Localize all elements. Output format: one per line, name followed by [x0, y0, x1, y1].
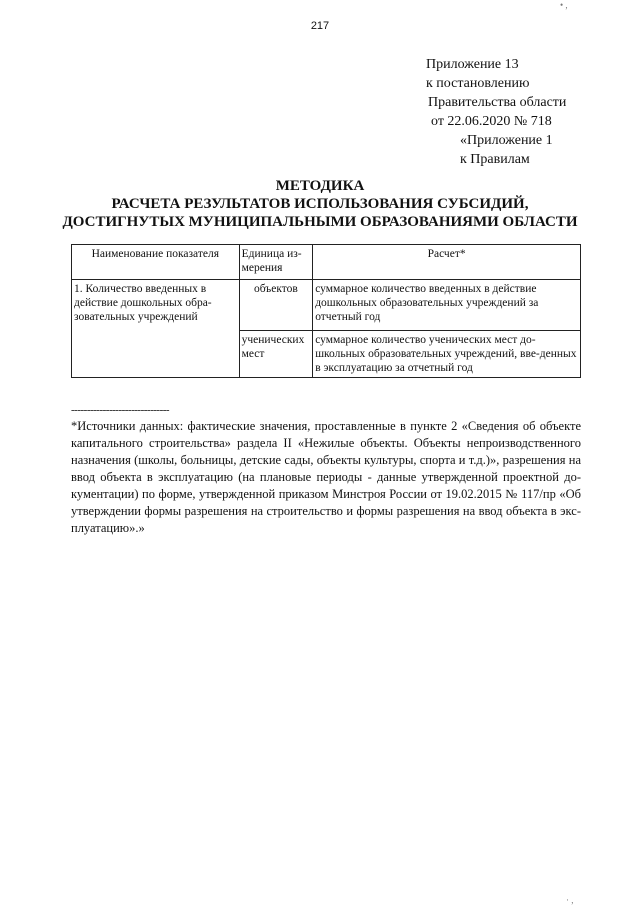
scan-corner-mark-top: • , — [560, 0, 568, 10]
document-title — [0, 177, 640, 231]
scan-corner-mark-bottom: · , — [566, 895, 574, 905]
appendix-line-3: Правительства области — [428, 95, 567, 110]
title-line-2: РАСЧЕТА РЕЗУЛЬТАТОВ ИСПОЛЬЗОВАНИЯ СУБСИДИЙ, — [111, 196, 529, 212]
appendix-line-5: «Приложение 1 — [460, 133, 553, 148]
footnote-separator: ------------------------------- — [71, 404, 170, 416]
appendix-line-2: к постановлению — [426, 76, 530, 91]
title-line-1: МЕТОДИКА — [275, 178, 365, 194]
title-line-3: ДОСТИГНУТЫХ МУНИЦИПАЛЬНЫМИ ОБРАЗОВАНИЯМИ ОБЛАСТИ — [62, 214, 578, 230]
calc-cell: суммарное количество введенных в действие дошкольных образовательных учреждений за отчетный год — [313, 280, 581, 331]
indicator-cell: 1. Количество введенных в действие дошкольных обра-зовательных учреждений — [72, 280, 240, 378]
footnote-text: *Источники данных: фактические значения, проставленные в пункте 2 «Сведения об объекте капитального строительства» раздела II «Нежилые объекты. Объекты непроизводственного назначения (школы, больницы, детские сады, объекты культуры, спорта и т.д.)», разрешения на ввод объекта в эксплуатацию (на плановые периоды - данные утвержденной проектной до-кументации) по форме, утвержденной приказом Минстроя России от 19.02.2015 № 117/пр «Об утверждении формы разрешения на строительство и формы разрешения на ввод объекта в экс-плуатацию».» — [71, 419, 581, 535]
page-number: 217 — [310, 20, 330, 32]
table-header-row — [72, 245, 581, 280]
calculation-table — [71, 244, 581, 378]
header-calculation: Расчет* — [313, 245, 581, 280]
header-indicator-name: Наименование показателя — [72, 245, 240, 280]
unit-cell: объектов — [239, 280, 313, 331]
appendix-line-6: к Правилам — [460, 152, 530, 167]
appendix-block — [426, 55, 566, 169]
unit-cell: ученических мест — [239, 331, 313, 378]
table-row — [72, 280, 581, 331]
header-unit: Единица из-мерения — [239, 245, 313, 280]
appendix-line-4: от 22.06.2020 № 718 — [431, 114, 552, 129]
appendix-line-1: Приложение 13 — [426, 57, 519, 72]
calc-cell: суммарное количество ученических мест до-школьных образовательных учреждений, вве-денных в эксплуатацию за отчетный год — [313, 331, 581, 378]
